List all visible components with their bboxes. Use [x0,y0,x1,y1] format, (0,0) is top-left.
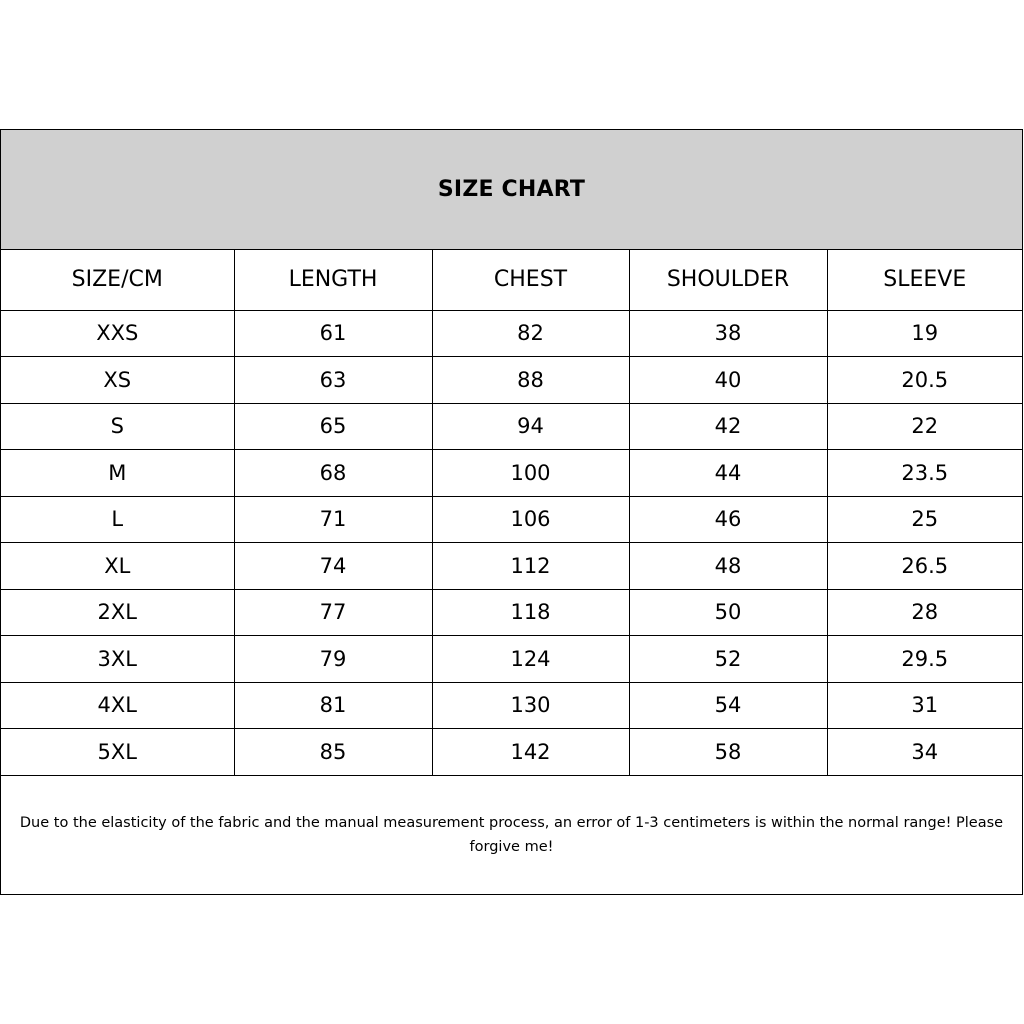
cell-length: 74 [234,543,432,590]
cell-length: 61 [234,310,432,357]
cell-chest: 112 [432,543,629,590]
cell-shoulder: 52 [629,636,827,683]
cell-sleeve: 31 [827,682,1022,729]
cell-chest: 94 [432,403,629,450]
cell-chest: 130 [432,682,629,729]
cell-length: 63 [234,357,432,404]
chart-title: SIZE CHART [437,177,586,202]
cell-chest: 82 [432,310,629,357]
cell-sleeve: 26.5 [827,543,1022,590]
cell-sleeve: 19 [827,310,1022,357]
header-chest: CHEST [432,250,629,310]
table-row [1,357,1022,404]
cell-size: XL [1,543,234,590]
header-length: LENGTH [234,250,432,310]
cell-size: 4XL [1,682,234,729]
cell-shoulder: 46 [629,496,827,543]
cell-sleeve: 34 [827,729,1022,776]
cell-chest: 142 [432,729,629,776]
cell-size: 5XL [1,729,234,776]
title-row [1,130,1022,250]
header-sleeve: SLEEVE [827,250,1022,310]
cell-length: 77 [234,589,432,636]
cell-size: 2XL [1,589,234,636]
cell-sleeve: 23.5 [827,450,1022,497]
cell-sleeve: 25 [827,496,1022,543]
cell-shoulder: 54 [629,682,827,729]
cell-chest: 106 [432,496,629,543]
table-row [1,636,1022,683]
cell-sleeve: 22 [827,403,1022,450]
header-size: SIZE/CM [1,250,234,310]
cell-size: L [1,496,234,543]
table-row [1,729,1022,776]
cell-shoulder: 58 [629,729,827,776]
cell-shoulder: 50 [629,589,827,636]
cell-shoulder: 38 [629,310,827,357]
table-row [1,310,1022,357]
cell-chest: 88 [432,357,629,404]
cell-length: 79 [234,636,432,683]
cell-chest: 124 [432,636,629,683]
cell-shoulder: 40 [629,357,827,404]
table-row [1,543,1022,590]
cell-length: 65 [234,403,432,450]
header-shoulder: SHOULDER [629,250,827,310]
cell-size: M [1,450,234,497]
cell-chest: 100 [432,450,629,497]
table-row [1,450,1022,497]
cell-length: 71 [234,496,432,543]
cell-sleeve: 29.5 [827,636,1022,683]
table-row [1,682,1022,729]
cell-size: S [1,403,234,450]
table-row [1,496,1022,543]
size-table [1,250,1022,776]
cell-length: 85 [234,729,432,776]
cell-length: 81 [234,682,432,729]
cell-sleeve: 20.5 [827,357,1022,404]
header-row [1,250,1022,310]
cell-shoulder: 42 [629,403,827,450]
note-text: Due to the elasticity of the fabric and the manual measurement process, an error of 1-3 centimeters is within the normal range! Please forgive me! [19,814,1004,855]
cell-size: 3XL [1,636,234,683]
cell-shoulder: 48 [629,543,827,590]
cell-chest: 118 [432,589,629,636]
cell-sleeve: 28 [827,589,1022,636]
cell-size: XXS [1,310,234,357]
table-row [1,589,1022,636]
measurement-note [1,775,1022,894]
cell-shoulder: 44 [629,450,827,497]
size-chart [0,129,1023,895]
cell-length: 68 [234,450,432,497]
cell-size: XS [1,357,234,404]
table-row [1,403,1022,450]
